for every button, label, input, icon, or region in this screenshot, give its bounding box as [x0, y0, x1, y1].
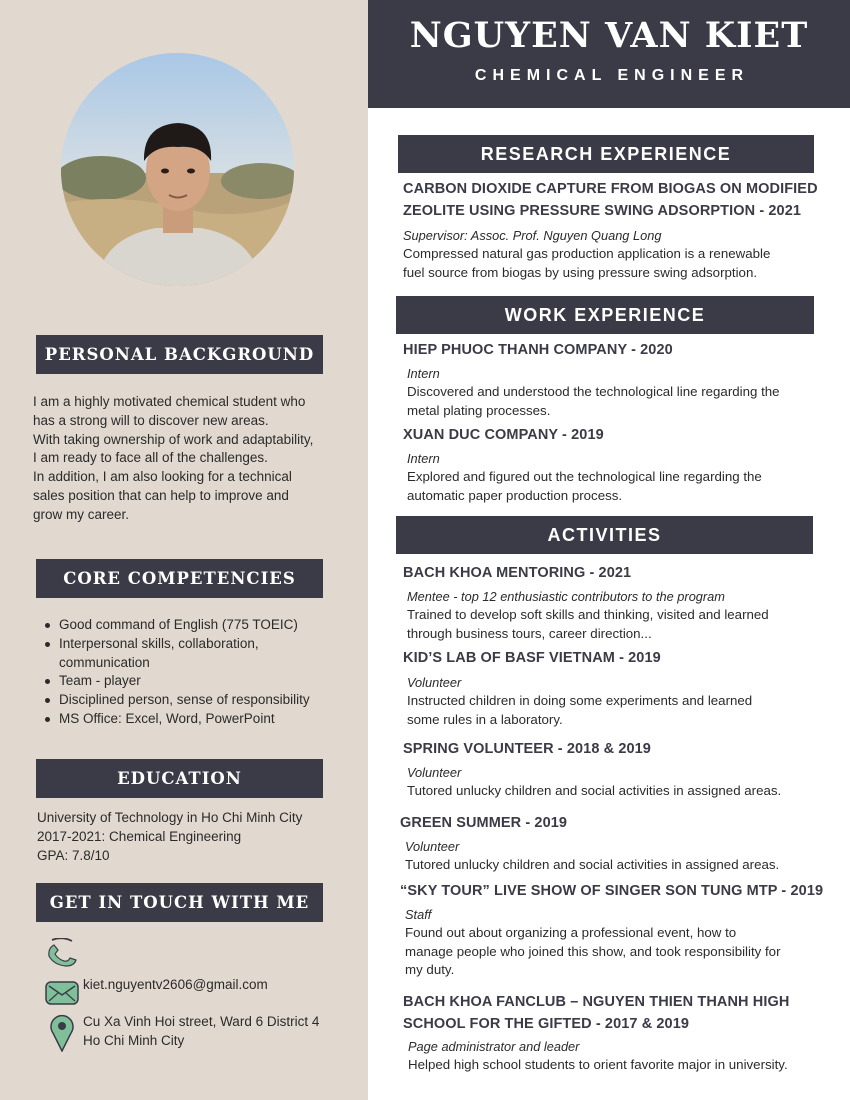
core-competencies-heading: CORE COMPETENCIES [36, 559, 323, 598]
activity-title [403, 991, 789, 1035]
personal-line: I am a highly motivated chemical student who [33, 394, 306, 409]
research-title-line: CARBON DIOXIDE CAPTURE FROM BIOGAS ON MODIFIED [403, 181, 818, 197]
activity-description [407, 782, 781, 801]
activity-description [405, 856, 779, 875]
education-line: University of Technology in Ho Chi Minh City [37, 810, 303, 825]
person-name: NGUYEN VAN KIET [409, 15, 809, 56]
activity-title: “SKY TOUR” LIVE SHOW OF SINGER SON TUNG MTP - 2019 [400, 883, 824, 899]
description-line: Trained to develop soft skills and thinking, visited and learned [407, 607, 769, 622]
list-item: Good command of English (775 TOEIC) [40, 616, 340, 635]
description-line: Tutored unlucky children and social activities in assigned areas. [405, 857, 780, 872]
work-heading: WORK EXPERIENCE [396, 296, 814, 334]
personal-line: I am ready to face all of the challenges. [33, 450, 268, 466]
research-description [403, 245, 770, 282]
description-line: Helped high school students to orient favorite major in university. [408, 1057, 788, 1072]
work-role: Intern [407, 366, 440, 381]
activity-title: SPRING VOLUNTEER - 2018 & 2019 [403, 741, 651, 757]
personal-line: sales position that can help to improve and [33, 487, 289, 503]
activity-role: Volunteer [407, 675, 462, 690]
location-pin-icon [50, 1014, 74, 1057]
personal-line: With taking ownership of work and adaptability, [33, 431, 314, 447]
resume-header [368, 0, 850, 108]
description-line: fuel source from biogas by using pressure swing adsorption. [403, 264, 758, 280]
email-address[interactable]: kiet.nguyentv2606@gmail.com [83, 977, 268, 992]
activity-description [407, 606, 769, 643]
personal-background-heading: PERSONAL BACKGROUND [36, 335, 323, 374]
activity-title: KID’S LAB OF BASF VIETNAM - 2019 [403, 650, 661, 666]
list-item: MS Office: Excel, Word, PowerPoint [40, 710, 340, 729]
description-line: Tutored unlucky children and social activities in assigned areas. [407, 783, 782, 798]
description-line: through business tours, career direction... [407, 625, 652, 641]
activity-description [405, 924, 781, 980]
research-heading: RESEARCH EXPERIENCE [398, 135, 814, 173]
contact-heading: GET IN TOUCH WITH ME [36, 883, 323, 922]
education-line: GPA: 7.8/10 [37, 847, 110, 863]
activity-description [407, 692, 752, 729]
activity-role: Volunteer [405, 839, 460, 854]
competencies-list [40, 616, 340, 729]
activity-role: Page administrator and leader [408, 1039, 580, 1054]
work-title: HIEP PHUOC THANH COMPANY - 2020 [403, 342, 673, 358]
profile-photo [61, 53, 294, 286]
work-description [407, 468, 762, 505]
research-title [403, 178, 818, 222]
description-line: Compressed natural gas production application is a renewable [403, 246, 771, 261]
description-line: Instructed children in doing some experiments and learned [407, 693, 753, 708]
description-line: Discovered and understood the technological line regarding the [407, 384, 780, 399]
description-line: Found out about organizing a professional event, how to [405, 925, 737, 940]
education-heading: EDUCATION [36, 759, 323, 798]
address-line: Ho Chi Minh City [83, 1032, 185, 1048]
description-line: my duty. [405, 962, 455, 977]
description-line: automatic paper production process. [407, 487, 623, 503]
email-icon [45, 981, 79, 1010]
activity-title: GREEN SUMMER - 2019 [400, 815, 568, 831]
personal-line: grow my career. [33, 506, 130, 522]
description-line: manage people who joined this show, and took responsibility for [405, 943, 781, 959]
education-line: 2017-2021: Chemical Engineering [37, 828, 242, 844]
work-description [407, 383, 780, 420]
description-line: Explored and figured out the technological line regarding the [407, 469, 762, 484]
activities-heading: ACTIVITIES [396, 516, 813, 554]
activity-role: Volunteer [407, 765, 462, 780]
personal-background-text [33, 393, 353, 525]
profile-photo-image [61, 53, 294, 286]
activity-role: Staff [405, 907, 432, 922]
activity-title-line: BACH KHOA FANCLUB – NGUYEN THIEN THANH HIGH [403, 994, 790, 1010]
personal-line: In addition, I am also looking for a technical [33, 469, 292, 485]
research-title-line: ZEOLITE USING PRESSURE SWING ADSORPTION - 2021 [403, 203, 802, 219]
activity-role: Mentee - top 12 enthusiastic contributors to the program [407, 589, 725, 604]
education-text [37, 809, 357, 865]
activity-title-line: SCHOOL FOR THE GIFTED - 2017 & 2019 [403, 1016, 690, 1032]
phone-icon [46, 938, 78, 973]
list-item: Disciplined person, sense of responsibility [40, 691, 340, 710]
research-supervisor: Supervisor: Assoc. Prof. Nguyen Quang Long [403, 228, 662, 243]
job-title: CHEMICAL ENGINEER [474, 67, 750, 84]
address [83, 1013, 353, 1051]
description-line: some rules in a laboratory. [407, 711, 563, 727]
personal-line: has a strong will to discover new areas. [33, 412, 269, 428]
work-title: XUAN DUC COMPANY - 2019 [403, 427, 604, 443]
address-line: Cu Xa Vinh Hoi street, Ward 6 District 4 [83, 1014, 320, 1029]
description-line: metal plating processes. [407, 402, 551, 418]
activity-description [408, 1056, 788, 1075]
list-item: Team - player [40, 672, 340, 691]
list-item: Interpersonal skills, collaboration, communication [40, 635, 290, 673]
activity-title: BACH KHOA MENTORING - 2021 [403, 565, 632, 581]
work-role: Intern [407, 451, 440, 466]
